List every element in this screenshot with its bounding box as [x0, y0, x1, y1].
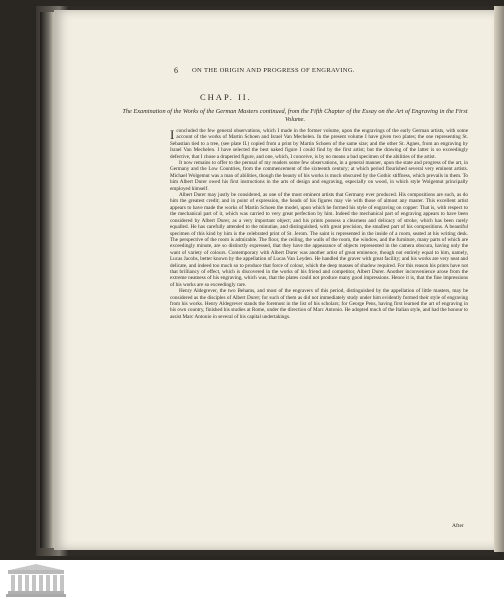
- paragraph: Iconcluded the few general observations, which I made in the former volume, upon the engravings of the early German artists, with some account of the works of Martin Schoen and Israel Van Mechelen. In the present volume I have given two plates; the one representing St. Sebastian tied to a tree, (see plate II.) copied from a print by Martin Schoen of the same size; and the other St. Agnes, from an engraving by Israel Van Mechelen. I have selected the best naked figure I could find by the first artist; but the drawing of the latter is so exceedingly defective, that I chose a draperied figure, and one, which, I conceive, is by no means a bad specimen of the abilities of the artist.: [170, 127, 468, 160]
- paragraph: Henry Aldegrever, the two Behams, and most of the engravers of this period, distinguished by the appellation of little masters, may be considered as the disciples of Albert Durer; for such of them as did not immediately study under him evidently formed their style of engraving from his works. Henry Aldegrever stands the foremost in the list of his scholars; for George Pens, having first learned the art of engraving in his own country, finished his studies at Rome, under the direction of Marc Antonio. He adopted much of the Italian style, and had the honour to assist Marc Antonio in several of his capital undertakings.: [170, 288, 468, 320]
- page-edge: [494, 6, 504, 552]
- drop-cap: I: [170, 127, 175, 142]
- catchword: After: [452, 523, 464, 529]
- paragraph: It now remains to offer to the perusal of my readers some few observations, in a general manner, upon the state and progress of the art, in Germany and the Low Countries, from the commencement of the sixteenth century; at which period flourished several very eminent artists. Michael Wolgemut was a man of abilities, though the beauty of his works is much obscured by the Gothic stiffness, which prevails in them. To him Albert Durer owed his first instructions in the arts of design and engraving, especially on wood, in which style Wolgemut principally employed himself.: [170, 160, 468, 192]
- paragraph: Albert Durer may justly be considered, as one of the most eminent artists that Germany ever produced. His compositions are such, as do him the greatest credit; and in point of expression, the heads of his figures may vie with those of almost any master. This excellent artist appears to have made the works of Martin Schoen the model, upon which he formed his style of engraving on copper: That is, with respect to the mechanical part of it, which was carried to very great perfection by him. Indeed the mechanical part of engraving appears to have been considered by Albert Durer, as a very important object; and his prints possess a clearness and delicacy of stroke, which has been rarely equalled. He has carefully attended to the minutiae, and distinguished, with great precision, the smallest part of his compositions. A beautiful specimen of this kind by him is the celebrated print of St. Jerom. The saint is represented in the inside of a room, seated at his writing desk. The perspective of the room is admirable. The floor, the ceiling, the walls of the room, the window, and the furniture, many parts of which are exceedingly minute, are so distinctly expressed, that they have the appearance of objects represented in the camera obscura, having only the want of variety of colours. Contemporary with Albert Durer was another artist of great eminence, though not entirely equal to him, namely, Lucas Jacobs, better known by the appellation of Lucas Van Leyden. He handled the graver with great facility; and his works are very neat and delicate, and indeed too much so to produce that force of colour, which the deep masses of shadow required. For this reason his prints have not that brilliancy of effect, which is discovered in the works of his friend and competitor, Albert Durer. Another inconvenience arose from the extreme neatness of his engraving, which was, that the plates could not produce many good impressions. Hence it is, that the fine impressions of his works are so exceedingly rare.: [170, 192, 468, 288]
- running-head: [64, 66, 484, 76]
- running-title: ON THE ORIGIN AND PROGRESS OF ENGRAVING.: [192, 67, 355, 74]
- page-number: 6: [174, 66, 179, 75]
- body-text: [170, 128, 468, 320]
- viewer-footer: [0, 560, 504, 602]
- book-spine: [40, 12, 54, 548]
- chapter-subtitle: The Examination of the Works of the German Masters continued, from the Fifth Chapter of the Essay on the Art of Engraving in the First Volume.: [122, 108, 468, 123]
- chapter-heading: CHAP. II.: [200, 92, 252, 102]
- library-building-icon: [6, 564, 66, 598]
